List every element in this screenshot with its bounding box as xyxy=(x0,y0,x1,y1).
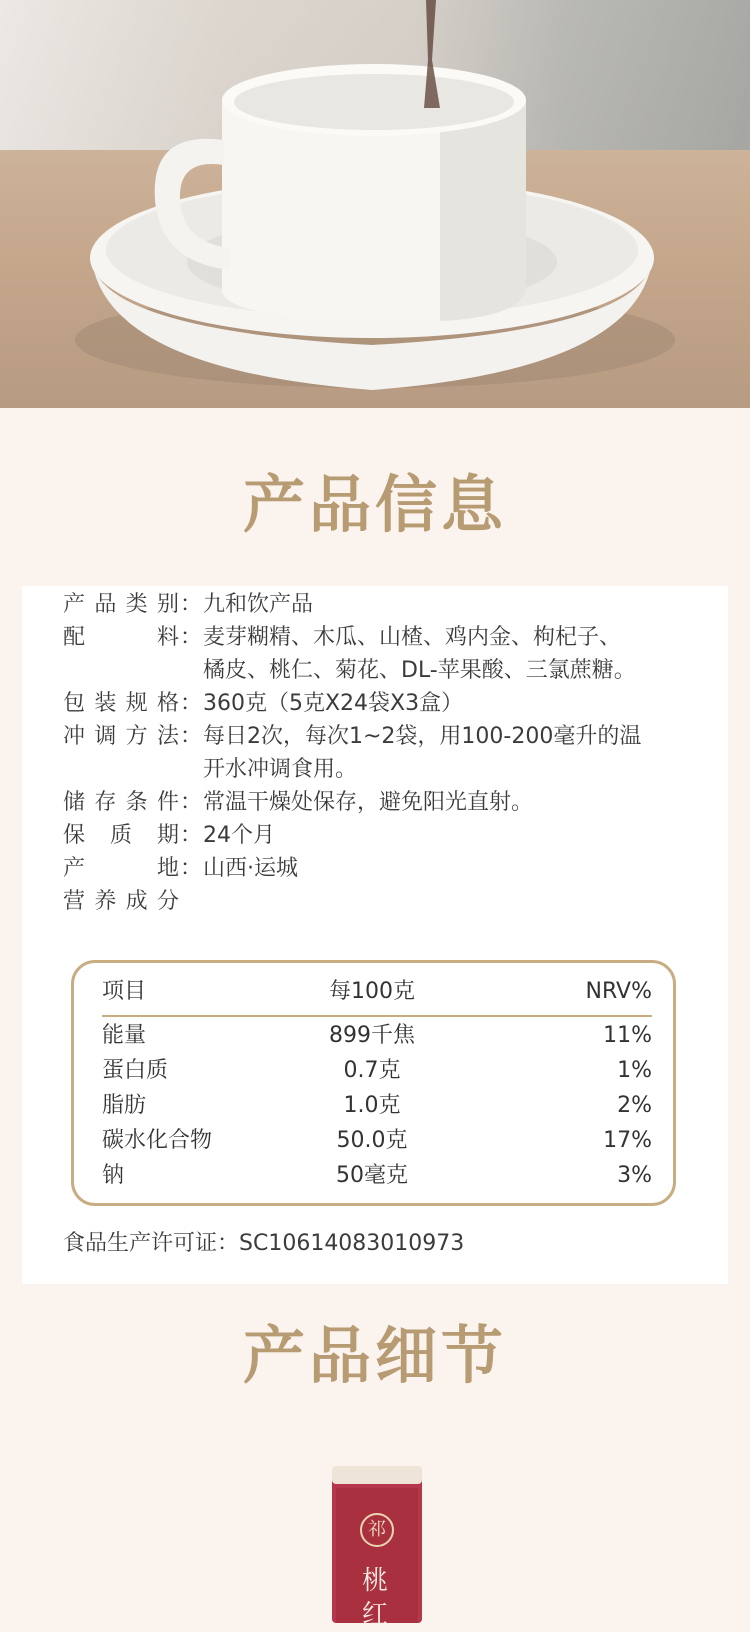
nutrition-amount: 1.0克 xyxy=(343,1093,401,1118)
info-label: 储存条件 xyxy=(63,790,179,815)
nutrition-nrv: 3% xyxy=(617,1163,652,1188)
info-value-line1: 麦芽糊精、木瓜、山楂、鸡内金、枸杞子、 xyxy=(203,625,622,650)
info-colon: ： xyxy=(179,691,202,716)
info-row-shelf-life xyxy=(63,819,683,852)
info-value: 24个月 xyxy=(203,823,275,848)
table-row xyxy=(102,1159,652,1193)
nutrition-item: 脂肪 xyxy=(102,1093,147,1118)
info-label: 营养成分 xyxy=(63,889,179,914)
nutrition-nrv: 17% xyxy=(603,1128,652,1153)
product-sachet-image xyxy=(332,1466,422,1630)
info-value: 山西·运城 xyxy=(203,856,298,881)
nutrition-table xyxy=(71,960,676,1206)
info-row-nutrition-heading xyxy=(63,885,179,918)
nutrition-header-per100g: 每100克 xyxy=(329,979,415,1004)
nutrition-item: 碳水化合物 xyxy=(102,1128,213,1153)
info-colon: ： xyxy=(179,625,202,650)
nutrition-item: 能量 xyxy=(102,1023,147,1048)
info-colon: ： xyxy=(179,790,202,815)
info-row-package xyxy=(63,687,683,720)
info-row-preparation xyxy=(63,720,683,786)
nutrition-amount: 50毫克 xyxy=(336,1163,408,1188)
info-label: 配料 xyxy=(63,625,179,650)
section-title-product-info: 产品信息 xyxy=(242,468,507,541)
table-row xyxy=(102,1089,652,1123)
info-row-category xyxy=(63,588,683,621)
nutrition-header-item: 项目 xyxy=(102,979,147,1004)
sachet-logo-char: 祁 xyxy=(368,1519,386,1540)
nutrition-item: 钠 xyxy=(102,1163,125,1188)
nutrition-nrv: 11% xyxy=(603,1023,652,1048)
info-row-origin xyxy=(63,852,683,885)
table-row xyxy=(102,1124,652,1158)
product-info-card xyxy=(22,586,728,1284)
coffee-cup-illustration xyxy=(0,0,750,408)
nutrition-divider xyxy=(102,1015,652,1017)
info-colon: ： xyxy=(179,724,202,749)
nutrition-nrv: 1% xyxy=(617,1058,652,1083)
info-label: 冲调方法 xyxy=(63,724,179,749)
sachet-label-text: 桃红 xyxy=(362,1566,389,1630)
nutrition-amount: 50.0克 xyxy=(336,1128,408,1153)
info-label: 包装规格 xyxy=(63,691,179,716)
info-value: 九和饮产品 xyxy=(203,592,314,617)
info-value: 360克（5克X24袋X3盒） xyxy=(203,691,464,716)
info-label: 保质期 xyxy=(63,823,179,848)
info-value-line1: 每日2次，每次1~2袋，用100-200毫升的温 xyxy=(203,724,642,749)
food-production-license: 食品生产许可证：SC10614083010973 xyxy=(63,1231,465,1256)
nutrition-amount: 899千焦 xyxy=(329,1023,415,1048)
info-row-ingredients xyxy=(63,621,683,687)
nutrition-nrv: 2% xyxy=(617,1093,652,1118)
info-label: 产品类别 xyxy=(63,592,179,617)
info-value-line2: 开水冲调食用。 xyxy=(203,757,358,782)
info-value-line2: 橘皮、桃仁、菊花、DL-苹果酸、三氯蔗糖。 xyxy=(203,658,636,683)
info-value xyxy=(203,720,683,786)
info-colon: ： xyxy=(179,856,202,881)
table-row xyxy=(102,1054,652,1088)
section-title-product-details: 产品细节 xyxy=(242,1319,507,1392)
nutrition-amount: 0.7克 xyxy=(343,1058,401,1083)
info-colon: ： xyxy=(179,592,202,617)
table-row xyxy=(102,1019,652,1053)
info-row-storage xyxy=(63,786,683,819)
info-colon: ： xyxy=(179,823,202,848)
info-label: 产地 xyxy=(63,856,179,881)
nutrition-item: 蛋白质 xyxy=(102,1058,169,1083)
hero-photo xyxy=(0,0,750,408)
nutrition-header-row xyxy=(102,975,652,1009)
nutrition-header-nrv: NRV% xyxy=(585,979,652,1004)
info-value xyxy=(203,621,683,687)
info-value: 常温干燥处保存，避免阳光直射。 xyxy=(203,790,534,815)
